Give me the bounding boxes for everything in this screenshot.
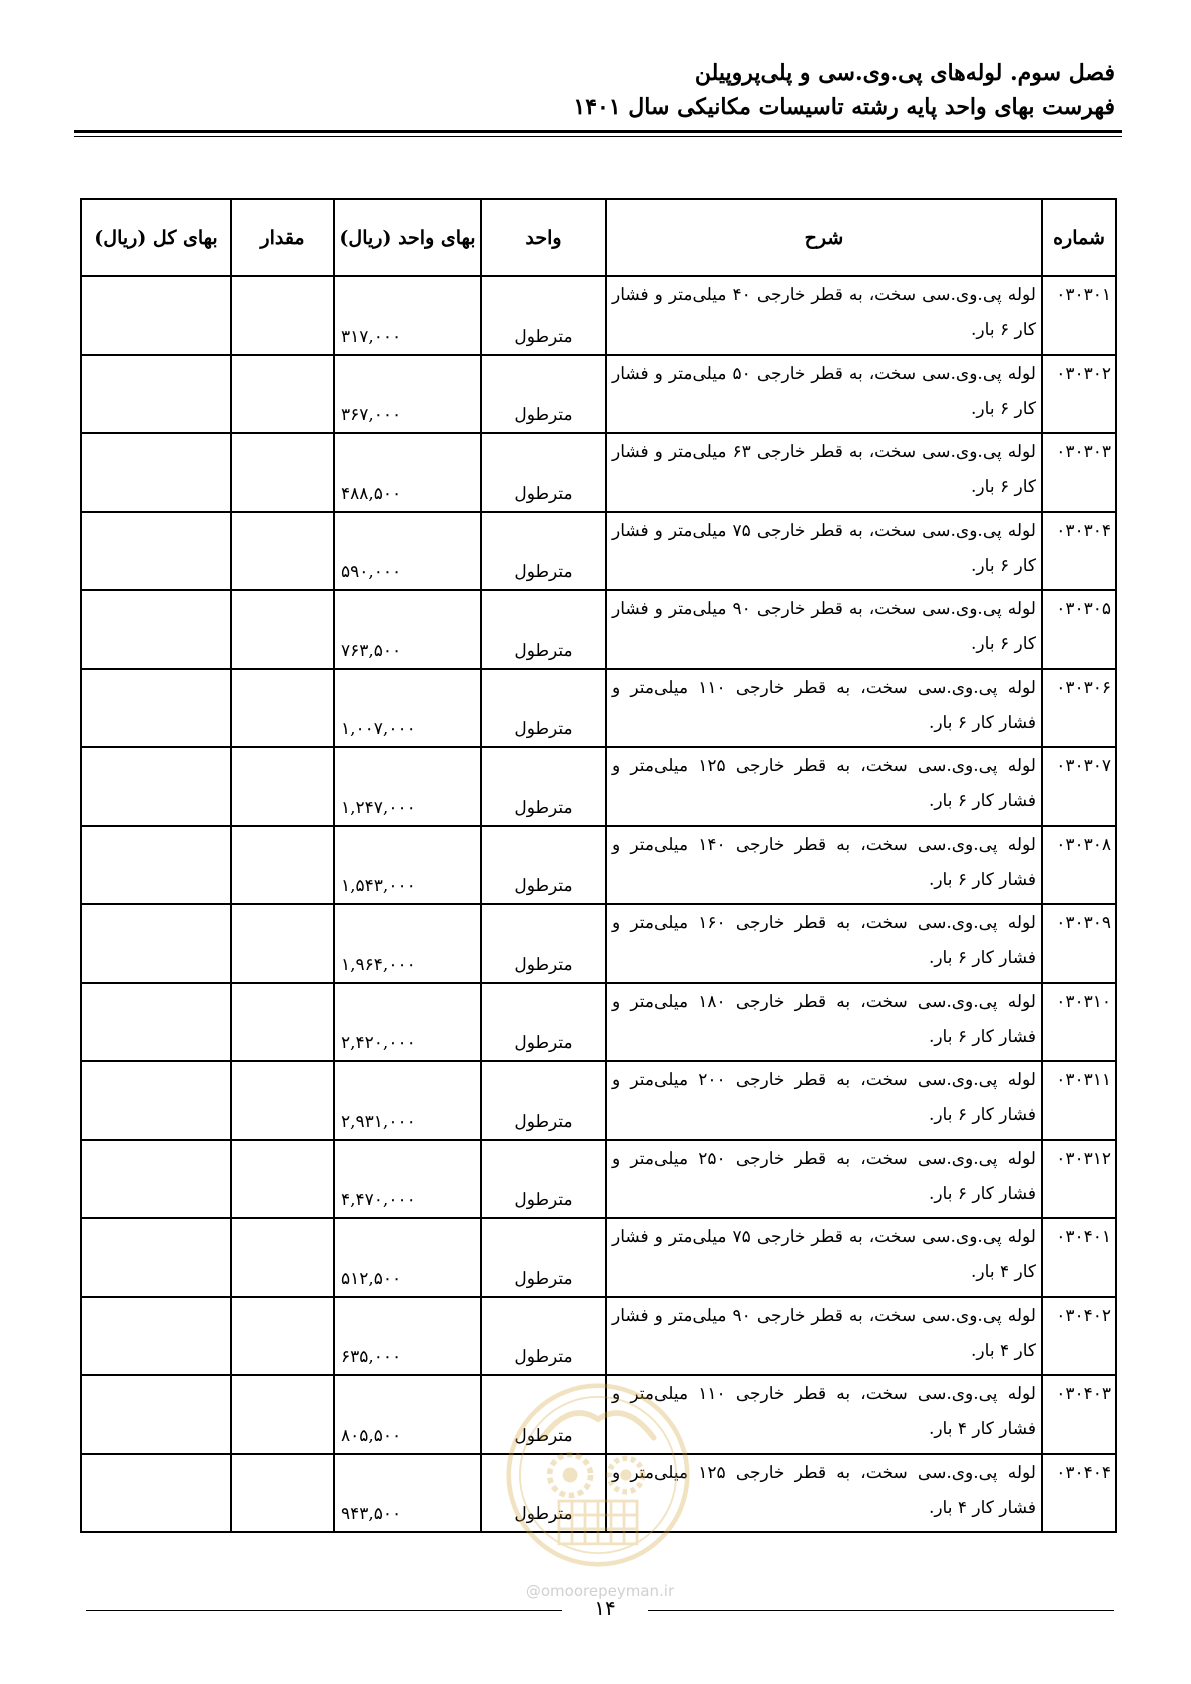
item-total-price (81, 904, 231, 983)
item-quantity (231, 1375, 334, 1454)
item-description: لوله پی.وی.سی سخت، به قطر خارجی ۷۵ میلی‌متر و فشار کار ۶ بار. (606, 512, 1042, 591)
item-total-price (81, 1061, 231, 1140)
item-unit-price: ۳۱۷,۰۰۰ (334, 276, 481, 355)
item-unit: مترطول (481, 983, 606, 1062)
item-unit-price: ۲,۴۲۰,۰۰۰ (334, 983, 481, 1062)
item-total-price (81, 826, 231, 905)
column-header-code: شماره (1042, 199, 1116, 276)
item-code: ۰۳۰۳۱۲ (1042, 1140, 1116, 1219)
item-unit-price: ۷۶۳,۵۰۰ (334, 590, 481, 669)
item-total-price (81, 1218, 231, 1297)
item-unit-price: ۱,۲۴۷,۰۰۰ (334, 747, 481, 826)
item-quantity (231, 276, 334, 355)
item-unit: مترطول (481, 355, 606, 434)
table-row (81, 590, 1116, 669)
table-row (81, 669, 1116, 748)
column-header-total-price: بهای کل (ریال) (81, 199, 231, 276)
item-unit-price: ۲,۹۳۱,۰۰۰ (334, 1061, 481, 1140)
item-quantity (231, 590, 334, 669)
item-code: ۰۳۰۳۱۰ (1042, 983, 1116, 1062)
table-row (81, 904, 1116, 983)
catalog-title: فهرست بهای واحد پایه رشته تاسیسات مکانیکی سال ۱۴۰۱ (573, 94, 1115, 120)
item-quantity (231, 983, 334, 1062)
item-quantity (231, 669, 334, 748)
item-total-price (81, 512, 231, 591)
item-quantity (231, 826, 334, 905)
table-row (81, 355, 1116, 434)
item-unit: مترطول (481, 1061, 606, 1140)
item-description: لوله پی.وی.سی سخت، به قطر خارجی ۴۰ میلی‌متر و فشار کار ۶ بار. (606, 276, 1042, 355)
item-code: ۰۳۰۳۰۳ (1042, 433, 1116, 512)
item-description: لوله پی.وی.سی سخت، به قطر خارجی ۷۵ میلی‌متر و فشار کار ۴ بار. (606, 1218, 1042, 1297)
item-unit-price: ۵۹۰,۰۰۰ (334, 512, 481, 591)
item-code: ۰۳۰۴۰۲ (1042, 1297, 1116, 1376)
table-row (81, 276, 1116, 355)
item-quantity (231, 433, 334, 512)
item-description: لوله پی.وی.سی سخت، به قطر خارجی ۶۳ میلی‌متر و فشار کار ۶ بار. (606, 433, 1042, 512)
item-description: لوله پی.وی.سی سخت، به قطر خارجی ۲۵۰ میلی‌متر و فشار کار ۶ بار. (606, 1140, 1042, 1219)
item-unit-price: ۳۶۷,۰۰۰ (334, 355, 481, 434)
item-unit: مترطول (481, 1218, 606, 1297)
item-description: لوله پی.وی.سی سخت، به قطر خارجی ۵۰ میلی‌متر و فشار کار ۶ بار. (606, 355, 1042, 434)
item-unit: مترطول (481, 1375, 606, 1454)
table-header-row (81, 199, 1116, 276)
item-total-price (81, 747, 231, 826)
item-code: ۰۳۰۳۰۵ (1042, 590, 1116, 669)
item-description: لوله پی.وی.سی سخت، به قطر خارجی ۹۰ میلی‌متر و فشار کار ۴ بار. (606, 1297, 1042, 1376)
item-quantity (231, 355, 334, 434)
table-row (81, 1297, 1116, 1376)
item-total-price (81, 669, 231, 748)
item-description: لوله پی.وی.سی سخت، به قطر خارجی ۱۶۰ میلی‌متر و فشار کار ۶ بار. (606, 904, 1042, 983)
item-unit: مترطول (481, 512, 606, 591)
item-description: لوله پی.وی.سی سخت، به قطر خارجی ۲۰۰ میلی‌متر و فشار کار ۶ بار. (606, 1061, 1042, 1140)
item-description: لوله پی.وی.سی سخت، به قطر خارجی ۱۱۰ میلی‌متر و فشار کار ۴ بار. (606, 1375, 1042, 1454)
item-quantity (231, 1218, 334, 1297)
item-unit-price: ۹۴۳,۵۰۰ (334, 1454, 481, 1533)
item-unit: مترطول (481, 826, 606, 905)
item-code: ۰۳۰۳۰۷ (1042, 747, 1116, 826)
table-row (81, 826, 1116, 905)
item-description: لوله پی.وی.سی سخت، به قطر خارجی ۹۰ میلی‌متر و فشار کار ۶ بار. (606, 590, 1042, 669)
item-unit-price: ۱,۹۶۴,۰۰۰ (334, 904, 481, 983)
item-total-price (81, 983, 231, 1062)
item-code: ۰۳۰۳۰۸ (1042, 826, 1116, 905)
item-unit: مترطول (481, 1454, 606, 1533)
column-header-unit-price: بهای واحد (ریال) (334, 199, 481, 276)
item-description: لوله پی.وی.سی سخت، به قطر خارجی ۱۸۰ میلی‌متر و فشار کار ۶ بار. (606, 983, 1042, 1062)
item-description: لوله پی.وی.سی سخت، به قطر خارجی ۱۲۵ میلی‌متر و فشار کار ۴ بار. (606, 1454, 1042, 1533)
page-number: ۱۴ (594, 1596, 616, 1620)
item-unit-price: ۸۰۵,۵۰۰ (334, 1375, 481, 1454)
table-row (81, 983, 1116, 1062)
item-description: لوله پی.وی.سی سخت، به قطر خارجی ۱۲۵ میلی‌متر و فشار کار ۶ بار. (606, 747, 1042, 826)
item-unit-price: ۵۱۲,۵۰۰ (334, 1218, 481, 1297)
item-total-price (81, 1297, 231, 1376)
item-code: ۰۳۰۳۰۶ (1042, 669, 1116, 748)
item-description: لوله پی.وی.سی سخت، به قطر خارجی ۱۱۰ میلی‌متر و فشار کار ۶ بار. (606, 669, 1042, 748)
item-quantity (231, 747, 334, 826)
column-header-description: شرح (606, 199, 1042, 276)
chapter-title: فصل سوم. لوله‌های پی.وی.سی و پلی‌پروپیلن (694, 60, 1115, 86)
table-row (81, 433, 1116, 512)
item-total-price (81, 433, 231, 512)
item-unit: مترطول (481, 669, 606, 748)
table-row (81, 1375, 1116, 1454)
table-row (81, 512, 1116, 591)
table-row (81, 1061, 1116, 1140)
item-unit-price: ۴۸۸,۵۰۰ (334, 433, 481, 512)
item-unit: مترطول (481, 1140, 606, 1219)
item-total-price (81, 1375, 231, 1454)
item-unit: مترطول (481, 276, 606, 355)
item-unit: مترطول (481, 590, 606, 669)
item-code: ۰۳۰۴۰۱ (1042, 1218, 1116, 1297)
item-quantity (231, 512, 334, 591)
header-rule-thin (74, 136, 1122, 137)
item-code: ۰۳۰۴۰۴ (1042, 1454, 1116, 1533)
item-quantity (231, 1297, 334, 1376)
item-code: ۰۳۰۴۰۳ (1042, 1375, 1116, 1454)
item-quantity (231, 1140, 334, 1219)
footer-rule-left (86, 1610, 562, 1611)
table-row (81, 1454, 1116, 1533)
table-row (81, 1140, 1116, 1219)
table-row (81, 747, 1116, 826)
item-code: ۰۳۰۳۰۲ (1042, 355, 1116, 434)
item-unit-price: ۶۳۵,۰۰۰ (334, 1297, 481, 1376)
header-rule-thick (74, 130, 1122, 133)
item-quantity (231, 1454, 334, 1533)
item-total-price (81, 276, 231, 355)
price-list-table (80, 198, 1117, 1533)
item-code: ۰۳۰۳۰۴ (1042, 512, 1116, 591)
item-code: ۰۳۰۳۱۱ (1042, 1061, 1116, 1140)
footer-rule-right (648, 1610, 1114, 1611)
item-unit: مترطول (481, 433, 606, 512)
item-description: لوله پی.وی.سی سخت، به قطر خارجی ۱۴۰ میلی‌متر و فشار کار ۶ بار. (606, 826, 1042, 905)
page-header (76, 56, 1115, 124)
item-unit-price: ۱,۰۰۷,۰۰۰ (334, 669, 481, 748)
table-row (81, 1218, 1116, 1297)
item-total-price (81, 355, 231, 434)
item-code: ۰۳۰۳۰۱ (1042, 276, 1116, 355)
item-total-price (81, 1140, 231, 1219)
item-unit: مترطول (481, 904, 606, 983)
item-quantity (231, 904, 334, 983)
item-code: ۰۳۰۳۰۹ (1042, 904, 1116, 983)
item-total-price (81, 590, 231, 669)
column-header-quantity: مقدار (231, 199, 334, 276)
watermark-url: @omoorepeyman.ir (525, 1582, 675, 1600)
item-unit: مترطول (481, 747, 606, 826)
item-quantity (231, 1061, 334, 1140)
column-header-unit: واحد (481, 199, 606, 276)
item-unit: مترطول (481, 1297, 606, 1376)
item-total-price (81, 1454, 231, 1533)
item-unit-price: ۴,۴۷۰,۰۰۰ (334, 1140, 481, 1219)
item-unit-price: ۱,۵۴۳,۰۰۰ (334, 826, 481, 905)
